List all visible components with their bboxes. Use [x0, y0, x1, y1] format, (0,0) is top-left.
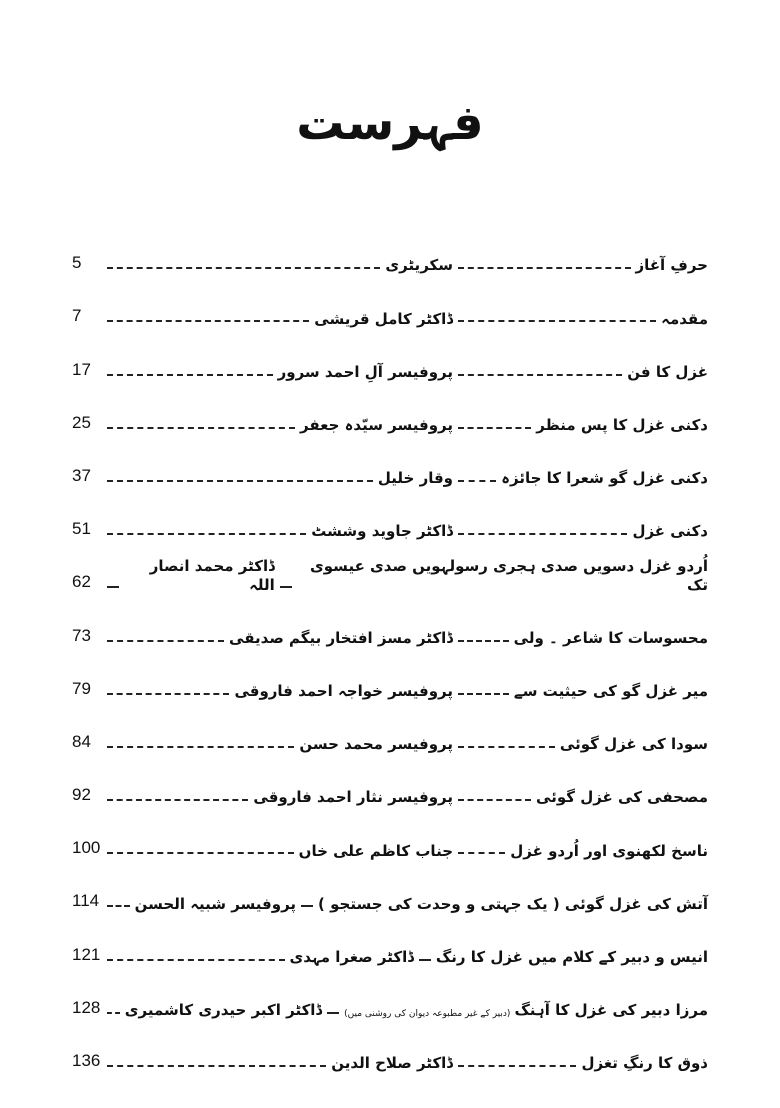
- entry-author-segment: [102, 469, 453, 488]
- entry-author-segment: [102, 256, 453, 275]
- entry-title: حرفِ آغاز: [635, 256, 708, 275]
- dotted-leader: [107, 852, 294, 854]
- dotted-leader: [107, 905, 130, 907]
- dotted-leader: [107, 746, 294, 748]
- entry-page-number: 121: [72, 944, 101, 964]
- toc-entry: [72, 488, 708, 541]
- table-of-contents: [72, 222, 708, 1073]
- dotted-leader: [107, 480, 373, 482]
- entry-title-segment: [453, 310, 708, 329]
- toc-entry: [72, 275, 708, 328]
- entry-author: پروفیسر خواجہ احمد فاروقی: [234, 681, 453, 700]
- toc-entry: [72, 328, 708, 381]
- entry-subtitle: (دبیر کے غیر مطبوعہ دیوان کی روشنی میں): [344, 1008, 511, 1019]
- entry-author-segment: [102, 416, 453, 435]
- dotted-leader: [107, 374, 273, 376]
- entry-page-number: 114: [72, 891, 100, 911]
- entry-page-number: 136: [72, 1051, 101, 1070]
- entry-author: سکریٹری: [385, 256, 453, 275]
- entry-title-segment: [453, 629, 708, 648]
- entry-author-segment: [102, 629, 453, 648]
- toc-entry: [72, 967, 708, 1020]
- entry-author: ڈاکٹر جاوید وششٹ: [311, 522, 453, 541]
- entry-title: دکنی غزل: [632, 522, 708, 541]
- toc-entry: [72, 860, 708, 913]
- entry-author: پروفیسر سیّدہ جعفر: [299, 416, 453, 434]
- entry-page-number: 92: [72, 785, 91, 805]
- toc-entry: [72, 541, 708, 594]
- dotted-leader: [107, 959, 285, 961]
- toc-entry: [72, 807, 708, 860]
- entry-title: میر غزل گو کی حیثیت سے: [513, 681, 708, 700]
- dotted-leader: [458, 693, 509, 695]
- entry-author-segment: [102, 363, 453, 382]
- entry-page-number: 84: [72, 731, 91, 751]
- entry-title-segment: [453, 469, 708, 488]
- dotted-leader: [107, 1065, 326, 1067]
- toc-entry: [72, 701, 708, 754]
- dotted-leader: [458, 267, 631, 269]
- entry-author: ڈاکٹر اکبر حیدری کاشمیری: [124, 1001, 323, 1020]
- entry-author-segment: [102, 522, 453, 541]
- entry-title-segment: [296, 895, 708, 914]
- entry-title-segment: [453, 682, 708, 701]
- dotted-leader: [107, 693, 229, 695]
- dotted-leader: [458, 640, 509, 642]
- entry-page-number: 7: [72, 306, 82, 326]
- entry-title: مقدمہ: [661, 309, 708, 328]
- entry-author: پروفیسر شبیہ الحسن: [134, 894, 297, 913]
- entry-title-segment: [453, 363, 708, 382]
- toc-entry: [72, 754, 708, 807]
- toc-entry: [72, 594, 708, 647]
- entry-author: ڈاکٹر کامل قریشی: [314, 309, 453, 328]
- entry-title: غزل کا فن: [627, 362, 708, 381]
- page-title: فہرست: [296, 95, 484, 151]
- entry-title-segment: [322, 1001, 708, 1020]
- entry-title: دکنی غزل کا پس منظر: [536, 416, 708, 434]
- entry-title: محسوسات کا شاعر ۔ ولی: [513, 628, 708, 647]
- toc-entry: [72, 1020, 708, 1073]
- entry-title: دکنی غزل گو شعرا کا جائزہ: [501, 469, 708, 488]
- entry-title-segment: [275, 557, 708, 595]
- dotted-leader: [107, 640, 224, 642]
- dotted-leader: [458, 480, 496, 482]
- dotted-leader: [107, 267, 380, 269]
- entry-author-segment: [102, 1054, 453, 1073]
- entry-title-segment: [453, 522, 708, 541]
- toc-entry: [72, 913, 708, 966]
- dotted-leader: [458, 746, 555, 748]
- entry-page-number: 5: [72, 253, 82, 273]
- dotted-leader: [107, 533, 306, 535]
- dotted-leader: [458, 852, 505, 854]
- entry-page-number: 62: [72, 572, 91, 592]
- entry-title-segment: [414, 948, 708, 967]
- entry-author-segment: [102, 1001, 322, 1020]
- entry-page-number: 17: [72, 359, 91, 379]
- dotted-leader: [458, 320, 656, 322]
- entry-title: سودا کی غزل گوئی: [559, 735, 708, 754]
- entry-page-number: 51: [72, 519, 91, 539]
- dotted-leader: [107, 320, 309, 322]
- dotted-leader: [301, 905, 313, 907]
- entry-author-segment: [102, 735, 453, 754]
- entry-title-segment: [453, 416, 708, 435]
- entry-title-segment: [453, 1054, 708, 1073]
- entry-title: مصحفی کی غزل گوئی: [536, 788, 708, 807]
- entry-page-number: 37: [72, 465, 91, 485]
- entry-author: وقار خلیل: [377, 469, 453, 488]
- entry-page-number: 100: [72, 838, 101, 858]
- dotted-leader: [419, 959, 431, 961]
- entry-author: پروفیسر نثار احمد فاروقی: [253, 788, 453, 807]
- dotted-leader: [107, 799, 248, 801]
- toc-entry: [72, 435, 708, 488]
- entry-title-segment: [453, 842, 708, 861]
- entry-author: ڈاکٹر صغرا مہدی: [289, 947, 414, 966]
- dotted-leader: [458, 427, 531, 429]
- entry-title: آتش کی غزل گوئی ( یک جہتی و وحدت کی جستجو ): [318, 894, 708, 913]
- entry-author: ڈاکٹر صلاح الدین: [331, 1054, 453, 1073]
- entry-author: جناب کاظم علی خاں: [298, 841, 453, 860]
- entry-title: انیس و دبیر کے کلام میں غزل کا رنگ: [435, 947, 708, 966]
- dotted-leader: [280, 586, 292, 588]
- entry-author: ڈاکٹر محمد انصار اللہ: [149, 556, 275, 594]
- dotted-leader: [327, 1012, 339, 1014]
- entry-title: ذوق کا رنگِ تغزل: [581, 1054, 708, 1073]
- entry-author-segment: [102, 310, 453, 329]
- dotted-leader: [107, 427, 295, 429]
- entry-author: پروفیسر محمد حسن: [299, 735, 453, 754]
- entry-author-segment: [102, 948, 414, 967]
- entry-author-segment: [102, 788, 453, 807]
- entry-author: ڈاکٹر مسز افتخار بیگم صدیقی: [229, 628, 453, 647]
- entry-author: پروفیسر آلِ احمد سرور: [277, 362, 453, 381]
- entry-page-number: 128: [72, 997, 101, 1017]
- entry-author-segment: [102, 895, 296, 914]
- toc-entry: [72, 222, 708, 275]
- dotted-leader: [107, 586, 119, 588]
- entry-author-segment: [102, 842, 453, 861]
- entry-title-segment: [453, 256, 708, 275]
- dotted-leader: [458, 1065, 576, 1067]
- entry-title: ناسخ لکھنوی اور اُردو غزل: [510, 841, 708, 860]
- entry-author-segment: [102, 557, 275, 595]
- entry-title-segment: [453, 788, 708, 807]
- entry-page-number: 25: [72, 412, 91, 432]
- entry-title: اُردو غزل دسویں صدی ہجری رسولہویں صدی عیسوی تک: [310, 556, 708, 594]
- dotted-leader: [458, 533, 627, 535]
- entry-page-number: 73: [72, 625, 91, 645]
- entry-page-number: 79: [72, 678, 91, 698]
- toc-entry: [72, 648, 708, 701]
- entry-author-segment: [102, 682, 453, 701]
- entry-title-segment: [453, 735, 708, 754]
- dotted-leader: [107, 1012, 120, 1014]
- dotted-leader: [458, 374, 622, 376]
- dotted-leader: [458, 799, 531, 801]
- entry-title: مرزا دبیر کی غزل کا آہنگ: [514, 1001, 708, 1020]
- toc-entry: [72, 382, 708, 435]
